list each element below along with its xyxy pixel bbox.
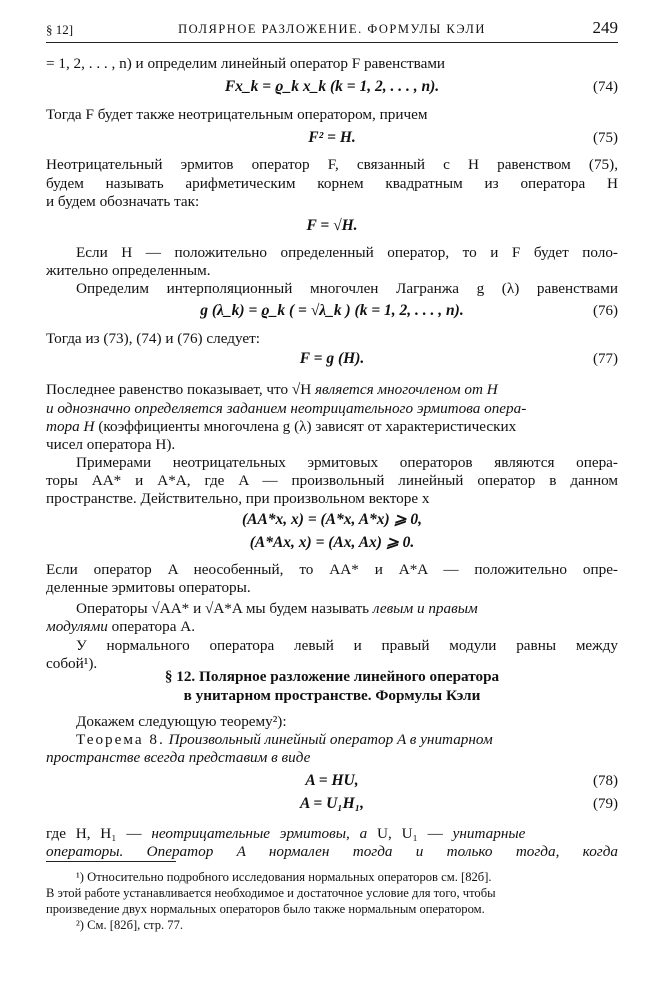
italic-run: модулями bbox=[46, 618, 108, 635]
italic-run: унитарные bbox=[452, 825, 526, 842]
text-line: Определим интерполяционный многочлен Лагранжа g (λ) равенствами bbox=[76, 280, 618, 297]
equation-number: (77) bbox=[593, 351, 618, 367]
text-line bbox=[46, 418, 618, 436]
text-line: собой¹). bbox=[46, 655, 98, 672]
footnote-2: ²) См. [82б], стр. 77. bbox=[76, 918, 184, 932]
text-run: Операторы √AA* и √A*A мы будем называть bbox=[76, 600, 370, 617]
text-line: будем называть арифметическим корнем квадратным из оператора H bbox=[46, 175, 618, 192]
text-line: пространстве. Действительно, при произвольном векторе x bbox=[46, 490, 430, 507]
text-line: пространстве всегда представим в виде bbox=[46, 749, 311, 766]
section-title-line-1: § 12. Полярное разложение линейного оператора bbox=[164, 668, 500, 685]
equation-formula: F² = H. bbox=[308, 129, 356, 146]
text-line: и однозначно определяется заданием неотрицательного эрмитова опера- bbox=[46, 400, 527, 417]
italic-run: Произвольный линейный оператор A в унитарном bbox=[168, 731, 493, 748]
text-line: торы AA* и A*A, где A — произвольный линейный оператор в данном bbox=[46, 472, 618, 489]
header-rule bbox=[46, 42, 618, 43]
text-line: Примерами неотрицательных эрмитовых операторов являются опера- bbox=[76, 454, 618, 471]
text-line: Если оператор A неособенный, то AA* и A*A — положительно опре- bbox=[46, 561, 618, 578]
text-line: и будем обозначать так: bbox=[46, 193, 200, 210]
footnote-1-cont: В этой работе устанавливается необходимое и достаточное условие для того, чтобы bbox=[46, 886, 496, 900]
text-run: Последнее равенство показывает, что √H bbox=[46, 381, 312, 398]
text-line: Тогда F будет также неотрицательным оператором, причем bbox=[46, 106, 428, 123]
text-line bbox=[46, 825, 618, 843]
header-running-title: ПОЛЯРНОЕ РАЗЛОЖЕНИЕ. ФОРМУЛЫ КЭЛИ bbox=[178, 22, 486, 36]
page-number: 249 bbox=[592, 18, 618, 37]
text-line: деленные эрмитовы операторы. bbox=[46, 579, 251, 596]
section-title-line-2: в унитарном пространстве. Формулы Кэли bbox=[183, 687, 481, 704]
equation-number: (75) bbox=[593, 130, 618, 146]
text-run: U, U₁ — bbox=[377, 825, 443, 842]
equation-formula: Fx_k = ϱ_k x_k (k = 1, 2, . . . , n). bbox=[224, 78, 440, 95]
text-line: чисел оператора H). bbox=[46, 436, 176, 453]
text-run: оператора A. bbox=[111, 618, 196, 635]
equation-number: (74) bbox=[593, 79, 618, 95]
text-line bbox=[76, 731, 618, 749]
equation-number: (76) bbox=[593, 303, 618, 319]
equation-formula: A = HU, bbox=[305, 772, 359, 789]
text-line: Неотрицательный эрмитов оператор F, связанный с H равенством (75), bbox=[46, 156, 618, 173]
text-line: Докажем следующую теорему²): bbox=[76, 713, 287, 730]
equation-formula: (A*Ax, x) = (Ax, Ax) ⩾ 0. bbox=[249, 534, 415, 551]
text-line bbox=[46, 381, 618, 399]
theorem-label: Теорема 8. bbox=[76, 731, 165, 748]
equation-formula: F = g (H). bbox=[299, 350, 365, 367]
text-line: Если H — положительно определенный оператор, то и F будет поло- bbox=[76, 244, 618, 261]
italic-run: неотрицательные эрмитовы, а bbox=[151, 825, 368, 842]
text-run: где H, H₁ — bbox=[46, 825, 142, 842]
text-line: операторы. Оператор A нормален тогда и только тогда, когда bbox=[46, 843, 618, 860]
running-header bbox=[46, 20, 618, 42]
equation-formula: g (λ_k) = ϱ_k ( = √λ_k ) (k = 1, 2, . . . , n). bbox=[200, 302, 464, 319]
footnote-1-cont: произведение двух нормальных операторов было также нормальным оператором. bbox=[46, 902, 485, 916]
footnote-rule bbox=[46, 861, 176, 862]
text-line: = 1, 2, . . . , n) и определим линейный оператор F равенствами bbox=[46, 55, 446, 72]
text-line: У нормального оператора левый и правый модули равны между bbox=[76, 637, 618, 654]
equation-number: (78) bbox=[593, 773, 618, 789]
text-line: Тогда из (73), (74) и (76) следует: bbox=[46, 330, 260, 347]
footnote-1: ¹) Относительно подробного исследования нормальных операторов см. [82б]. bbox=[76, 870, 492, 884]
text-line: жительно определенным. bbox=[46, 262, 211, 279]
italic-run: левым и правым bbox=[372, 600, 478, 617]
text-line bbox=[76, 600, 618, 618]
text-line bbox=[46, 618, 618, 636]
text-run: (коэффициенты многочлена g (λ) зависят от характеристических bbox=[98, 418, 517, 435]
equation-formula: A = U₁H₁, bbox=[300, 795, 364, 812]
italic-run: является многочленом от H bbox=[314, 381, 498, 398]
equation-number: (79) bbox=[593, 796, 618, 812]
equation-formula: (AA*x, x) = (A*x, A*x) ⩾ 0, bbox=[241, 511, 423, 528]
italic-run: тора H bbox=[46, 418, 95, 435]
header-section-ref: § 12] bbox=[46, 22, 74, 37]
equation-formula: F = √H. bbox=[306, 217, 358, 234]
